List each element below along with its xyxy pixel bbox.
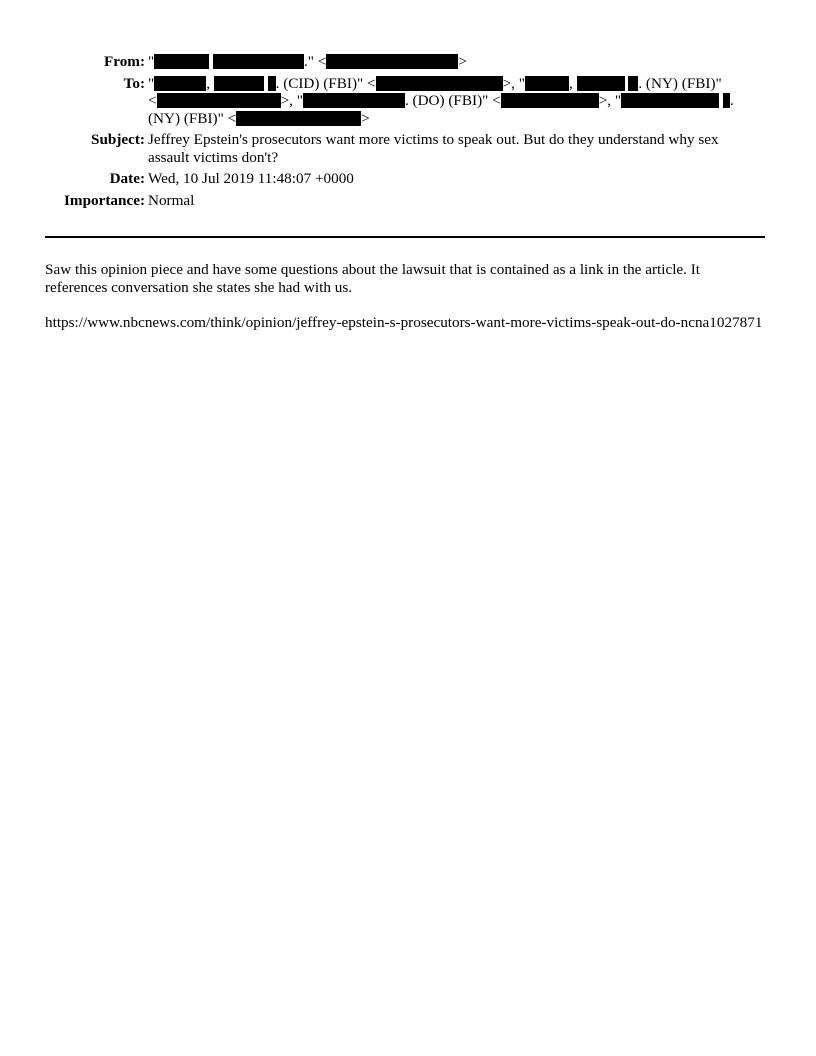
to-row [0, 75, 816, 128]
redaction-block [628, 76, 638, 91]
date-value: Wed, 10 Jul 2019 11:48:07 +0000 [148, 170, 354, 187]
from-label: From: [103, 53, 145, 70]
to-text: . (CID) (FBI)" < [275, 74, 376, 92]
redaction-block [154, 54, 209, 69]
from-text: " [148, 53, 155, 70]
redaction-block [621, 93, 719, 108]
to-text: >, " [598, 92, 622, 109]
redaction-block [501, 93, 599, 108]
to-text: , [568, 74, 577, 92]
importance-value: Normal [148, 191, 195, 209]
body-paragraph: Saw this opinion piece and have some questions about the lawsuit that is contained as a link in the article. It references conversation she states she had with us. [45, 261, 701, 296]
subject-value: Jeffrey Epstein's prosecutors want more victims to speak out. But do they understand why sex assault victims don't? [148, 131, 719, 166]
to-text: >, " [502, 74, 525, 92]
header-divider [45, 236, 765, 238]
redaction-block [376, 76, 503, 91]
date-row [0, 170, 816, 188]
to-text: . [729, 92, 734, 109]
subject-row [0, 131, 816, 166]
redaction-block [326, 54, 458, 69]
subject-label: Subject: [91, 131, 145, 148]
redaction-block [723, 93, 730, 108]
redaction-block [157, 93, 281, 108]
redaction-block [154, 76, 206, 91]
to-text: , [206, 74, 214, 92]
date-label: Date: [109, 170, 145, 187]
to-text: " [148, 74, 155, 92]
to-text: . (DO) (FBI)" < [404, 92, 501, 109]
to-text: > [361, 109, 370, 127]
redaction-block [303, 93, 405, 108]
importance-row [0, 192, 816, 210]
to-text: (NY) (FBI)" < [148, 109, 237, 127]
to-text: >, " [280, 92, 303, 109]
redaction-block [236, 111, 361, 126]
to-label: To: [123, 74, 145, 92]
to-text: < [148, 92, 157, 109]
email-headers [0, 53, 816, 213]
to-text: . (NY) (FBI)" [638, 74, 722, 92]
to-value [145, 75, 763, 128]
redaction-block [525, 76, 569, 91]
email-body [45, 261, 765, 349]
redaction-block [213, 54, 304, 69]
from-value [145, 53, 763, 71]
redaction-block [214, 76, 264, 91]
redaction-block [268, 76, 276, 91]
redaction-block [577, 76, 625, 91]
importance-label: Importance: [64, 191, 145, 209]
article-url[interactable]: https://www.nbcnews.com/think/opinion/jeffrey-epstein-s-prosecutors-want-more-victims-speak-out-do-ncna1027871 [45, 313, 763, 331]
from-text: > [458, 53, 467, 70]
from-row [0, 53, 816, 71]
from-text: ." < [304, 53, 327, 70]
